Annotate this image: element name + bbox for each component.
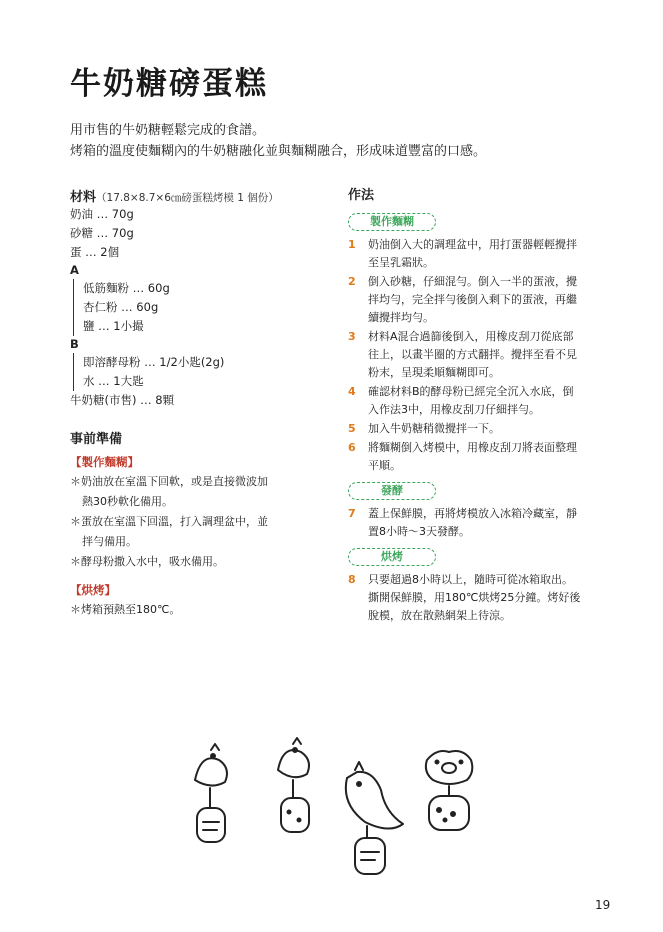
- step-line: 續攪拌均勻。: [368, 311, 434, 324]
- step-number: 3: [348, 330, 356, 343]
- step-item: [348, 328, 618, 382]
- prep-line: ＊奶油放在室溫下回軟，或是直接微波加: [70, 475, 268, 488]
- step-line: 撕開保鮮膜，用180℃烘烤25分鐘。烤好後: [368, 591, 581, 604]
- ingredient: 即溶酵母粉 … 1/2小匙(2g): [83, 355, 225, 369]
- step-line: 粉末，呈現柔順麵糊即可。: [368, 366, 500, 379]
- step-line: 蓋上保鮮膜，再將烤模放入冰箱冷藏室，靜: [368, 507, 577, 520]
- step-line: 脫模，放在散熱網架上待涼。: [368, 609, 511, 622]
- ingredient: 蛋 … 2個: [70, 245, 120, 259]
- step-line: 只要超過8小時以上，隨時可從冰箱取出。: [368, 573, 573, 586]
- step-line: 奶油倒入大的調理盆中，用打蛋器輕輕攪拌: [368, 238, 577, 251]
- step-text: [368, 420, 618, 438]
- step-item: [348, 571, 618, 625]
- steps-group-batter: [348, 236, 618, 475]
- step-item: [348, 273, 618, 327]
- steps-column: [348, 186, 618, 626]
- page-number: 19: [595, 898, 611, 912]
- tag-ferment: 發酵: [348, 482, 436, 500]
- step-number: 1: [348, 238, 356, 251]
- step-number: 2: [348, 275, 356, 288]
- group-b-label: B: [70, 337, 79, 351]
- prep-bullet: [70, 552, 330, 572]
- prep-bullet: [70, 600, 330, 620]
- page-title: 牛奶糖磅蛋糕: [70, 66, 268, 102]
- step-line: 將麵糊倒入烤模中，用橡皮刮刀將表面整理: [368, 441, 577, 454]
- ingredients-column: [70, 186, 330, 620]
- step-text: [368, 439, 618, 475]
- ingredient: 低筋麵粉 … 60g: [83, 281, 170, 295]
- step-item: [348, 439, 618, 475]
- tag-batter: 製作麵糊: [348, 213, 436, 231]
- step-text: [368, 273, 618, 327]
- materials-title: 材料: [70, 190, 97, 205]
- ingredient: 水 … 1大匙: [83, 374, 144, 388]
- bread-doodles-illustration: [175, 730, 475, 880]
- prep-bullet: [70, 512, 330, 552]
- parrot-bread-doodle: [346, 762, 403, 874]
- step-text: [368, 571, 618, 625]
- prep-line: 拌勻備用。: [82, 535, 137, 548]
- prep-line: 熱30秒軟化備用。: [82, 495, 173, 508]
- steps-heading: 作法: [348, 188, 375, 203]
- intro-text: [70, 120, 486, 162]
- step-line: 拌均勻，完全拌勻後倒入剩下的蛋液，再繼: [368, 293, 577, 306]
- group-a: [73, 279, 330, 336]
- step-text: [368, 236, 618, 272]
- materials-heading: [70, 186, 330, 205]
- step-number: 5: [348, 422, 356, 435]
- ingredient: 奶油 … 70g: [70, 207, 134, 221]
- step-line: 往上，以畫半圈的方式翻拌。攪拌至看不見: [368, 348, 577, 361]
- group-b: [73, 353, 330, 391]
- step-text: [368, 383, 618, 419]
- step-item: [348, 383, 618, 419]
- step-line: 加入牛奶糖稍微攪拌一下。: [368, 422, 500, 435]
- prep-line: ＊烤箱預熱至180℃。: [70, 603, 181, 616]
- prep-sub-bake: 【烘烤】: [70, 583, 116, 597]
- ingredient: 鹽 … 1小撮: [83, 319, 144, 333]
- step-line: 入作法3中，用橡皮刮刀仔細拌勻。: [368, 403, 540, 416]
- prep-heading: 事前準備: [70, 432, 123, 447]
- prep-line: ＊蛋放在室溫下回溫，打入調理盆中，並: [70, 515, 268, 528]
- steps-group-bake: [348, 571, 618, 625]
- step-line: 材料A混合過篩後倒入，用橡皮刮刀從底部: [368, 330, 574, 343]
- prep-sub-batter: 【製作麵糊】: [70, 455, 139, 469]
- pig-bread-doodle: [426, 751, 472, 830]
- step-number: 6: [348, 441, 356, 454]
- bird-bread-doodle: [195, 744, 227, 842]
- steps-group-ferment: [348, 505, 618, 541]
- tag-bake: 烘烤: [348, 548, 436, 566]
- prep-line: ＊酵母粉撒入水中，吸水備用。: [70, 555, 224, 568]
- intro-line: 烤箱的溫度使麵糊內的牛奶糖融化並與麵糊融合，形成味道豐富的口感。: [70, 144, 487, 159]
- group-a-label: A: [70, 263, 79, 277]
- step-line: 置8小時～3天發酵。: [368, 525, 470, 538]
- step-number: 7: [348, 507, 356, 520]
- step-number: 4: [348, 385, 356, 398]
- step-line: 至呈乳霜狀。: [368, 256, 434, 269]
- step-text: [368, 505, 618, 541]
- step-number: 8: [348, 573, 356, 586]
- prep-bullet: [70, 472, 330, 512]
- step-item: [348, 420, 618, 438]
- bird-bread-doodle: [278, 738, 309, 832]
- step-item: [348, 236, 618, 272]
- step-text: [368, 328, 618, 382]
- ingredient: 牛奶糖(市售) … 8顆: [70, 393, 175, 407]
- ingredient: 杏仁粉 … 60g: [83, 300, 159, 314]
- materials-note: （17.8×8.7×6㎝磅蛋糕烤模 1 個份）: [96, 192, 279, 204]
- ingredient: 砂糖 … 70g: [70, 226, 134, 240]
- step-line: 平順。: [368, 459, 401, 472]
- step-item: [348, 505, 618, 541]
- intro-line: 用市售的牛奶糖輕鬆完成的食譜。: [70, 123, 266, 138]
- step-line: 確認材料B的酵母粉已經完全沉入水底，倒: [368, 385, 574, 398]
- step-line: 倒入砂糖，仔細混勻。倒入一半的蛋液，攪: [368, 275, 577, 288]
